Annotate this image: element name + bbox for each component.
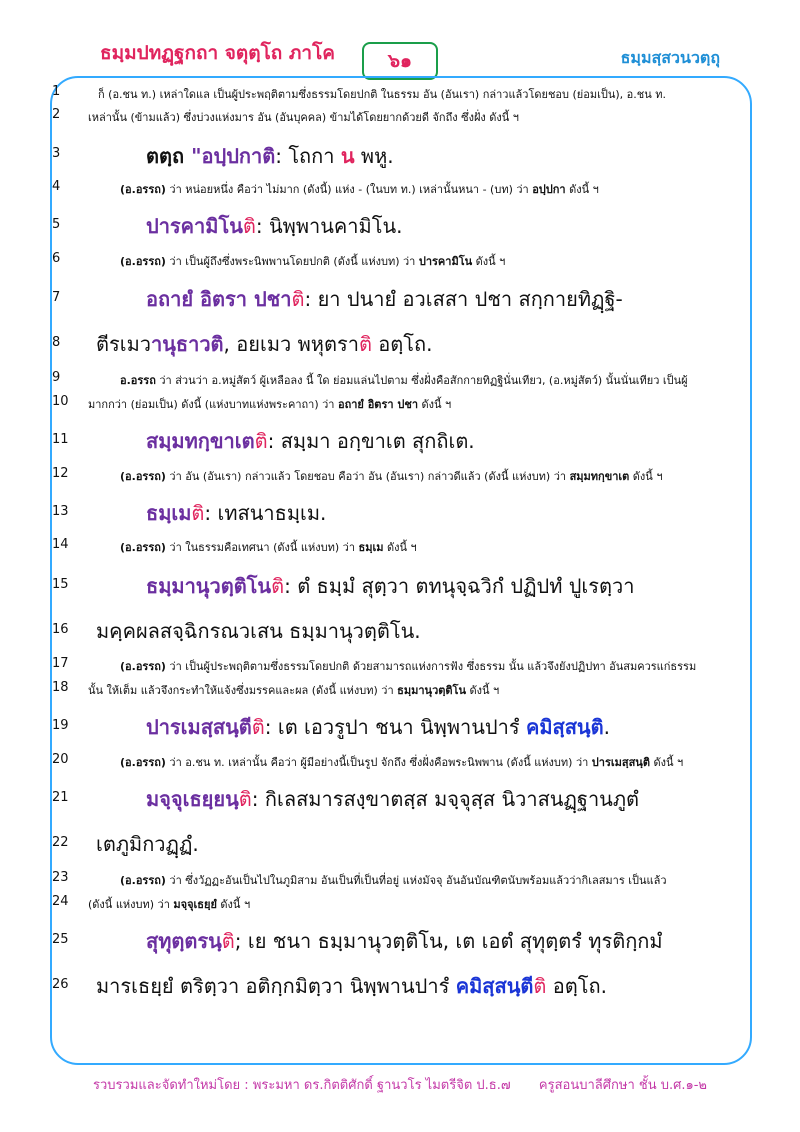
line-number: 2 [52, 107, 61, 122]
line-number: 18 [52, 680, 69, 695]
pali-text: : เต เอวรูปา ชนา นิพฺพานปารํ [264, 715, 526, 739]
pali-ti: ติ [271, 574, 285, 598]
ending: ดังนี้ ฯ [465, 684, 500, 697]
pali-text: : ยา ปนายํ อวเสสา ปชา สกฺกายทิฏฺฐิ- [304, 287, 623, 311]
pali-text: อตฺโถ. [371, 332, 433, 356]
pali-line-7 [146, 283, 623, 315]
translation: ว่า หน่อยหนึ่ง คือว่า ไม่มาก (ดังนี้) แห่ง - (ในบท ท.) เหล่านั้นหนา - (บท) ว่า [165, 183, 533, 196]
pali-keyword: ปารคามิโน [146, 214, 243, 238]
term: ปารเมสฺสนฺติ [591, 756, 650, 769]
line-number: 9 [52, 370, 61, 385]
pali-verb: คมิสฺสนฺติ [525, 715, 604, 739]
label-attha: (อ.อรรถ) [120, 470, 166, 483]
pali-text: : โถกา [275, 144, 341, 168]
translation: ว่า อัน (อันเรา) กล่าวแล้ว โดยชอบ คือว่า อัน (อันเรา) กล่าวดีแล้ว (ดังนี้ แห่งบท) ว่า [165, 470, 570, 483]
line-number: 15 [52, 577, 69, 592]
pali-keyword: "อปฺปกาติ [191, 144, 276, 168]
text-line-1: ก็ (อ.ชน ท.) เหล่าใดแล เป็นผู้ประพฤติตามซึ่งธรรมโดยปกติ ในธรรม อัน (อันเรา) กล่าวแล้วโดยชอบ (ย่อมเป็น), อ.ชน ท. [98, 88, 666, 101]
pali-keyword: มจฺจุเธยฺยนฺ [146, 787, 239, 811]
pali-ti: ติ [221, 929, 235, 953]
term: มจฺจุเธยฺยํ [173, 898, 217, 911]
pali-text: : สมฺมา อกฺขาเต สุกถิเต. [267, 429, 475, 453]
line-number: 25 [52, 932, 69, 947]
text-line-9 [120, 371, 688, 389]
pali-line-22: เตภูมิกวฏฺฏํ. [96, 832, 199, 856]
pali-line-8 [96, 328, 433, 360]
line-number: 3 [52, 146, 61, 161]
footer [0, 1074, 800, 1095]
pali-ti: ติ [191, 501, 205, 525]
pali-negation: น [340, 144, 355, 168]
pali-line-5 [146, 210, 402, 242]
line-number: 10 [52, 394, 69, 409]
pali-text: : เทสนาธมฺเม. [204, 501, 327, 525]
line-number: 8 [52, 335, 61, 350]
line-number: 20 [52, 752, 69, 767]
pali-text: พหู. [354, 144, 394, 168]
term: อปฺปกา [532, 183, 566, 196]
pali-keyword: สุทุตฺตรนฺ [146, 929, 222, 953]
translation: ว่า อ.ชน ท. เหล่านั้น คือว่า ผู้มีอย่างนี้เป็นรูป จักถึง ซึ่งฝั่งคือพระนิพพาน (ดังนี้ แห่งบท) ว่า [165, 756, 592, 769]
text-line-23 [120, 871, 667, 889]
translation: ว่า ส่วนว่า อ.หมู่สัตว์ ผู้เหลือลง นี้ ใด ย่อมแล่นไปตาม ซึ่งฝั่งคือสักกายทิฏฐินั่นเทียว, (อ.หมู่สัตว์) นั้นนั่นเทียว เป็นผู้ [155, 374, 688, 387]
pali-line-25 [146, 925, 663, 957]
pali-keyword: ปารเมสฺสนฺตี [146, 715, 252, 739]
term: สมฺมทกฺขาเต [569, 470, 630, 483]
header-left-title: ธมฺมปทฏฺฐกถา จตุตฺโถ ภาโค [100, 42, 336, 64]
pali-text: : กิเลสมารสงฺขาตสฺส มจฺจุสฺส นิวาสนฏฺฐานภูตํ [251, 787, 640, 811]
pali-line-15 [146, 570, 634, 602]
pali-verb: คมิสฺสนฺตี [455, 974, 534, 998]
label-attha: (อ.อรรถ) [120, 183, 166, 196]
pali-line-26 [96, 970, 607, 1002]
pali-keyword: ธมฺเม [146, 501, 192, 525]
header-right-title: ธมฺมสฺสวนวตฺถุ [620, 48, 720, 67]
translation: นั้น ให้เต็ม แล้วจึงกระทำให้แจ้งซึ่งมรรคและผล (ดังนี้ แห่งบท) ว่า [88, 684, 398, 697]
text-line-18 [88, 681, 499, 699]
pali-ti: ติ [358, 332, 372, 356]
ending: ดังนี้ ฯ [472, 255, 506, 268]
ending: ดังนี้ ฯ [649, 756, 684, 769]
pali-line-3 [146, 140, 394, 172]
pali-keyword: อถายํ อิตรา ปชา [146, 287, 292, 311]
pali-keyword: สมฺมทกฺขาเต [146, 429, 255, 453]
line-number: 13 [52, 504, 69, 519]
line-number: 4 [52, 179, 61, 194]
term: ปารคามิโน [418, 255, 473, 268]
text-line-24 [88, 895, 250, 913]
term: ธมฺมานุวตฺติโน [397, 684, 466, 697]
pali-ti: ติ [238, 787, 252, 811]
pali-ti: ติ [254, 429, 268, 453]
line-number: 14 [52, 537, 69, 552]
text-line-17 [120, 657, 696, 675]
line-number: 5 [52, 217, 61, 232]
translation: ว่า เป็นผู้ประพฤติตามซึ่งธรรมโดยปกติ ด้วยสามารถแห่งการฟัง ซึ่งธรรม นั้น แล้วจึงยังปฏิปทา อันสมควรแก่ธรรม [165, 660, 697, 673]
line-number: 1 [52, 84, 61, 99]
text-line-20 [120, 753, 683, 771]
ending: ดังนี้ ฯ [565, 183, 599, 196]
line-number: 11 [52, 432, 69, 447]
pali-line-16: มคฺคผลสจฺฉิกรณวเสน ธมฺมานุวตฺติโน. [96, 619, 421, 643]
line-number: 23 [52, 870, 69, 885]
translation: ว่า ซึ่งวัฏฏะอันเป็นไปในภูมิสาม อันเป็นที่เป็นที่อยู่ แห่งมัจจุ อันอันบัณฑิตนับพร้อมแล้วว่ากิเลสมาร เป็นแล้ว [165, 874, 667, 887]
pali-text: . [603, 715, 610, 739]
text-line-2: เหล่านั้น (ข้ามแล้ว) ซึ่งบ่วงแห่งมาร อัน (อันบุคคล) ข้ามได้โดยยากด้วยดี จักถึง ซึ่งฝั่ง ดังนี้ ฯ [88, 111, 519, 124]
pali-keyword: านุธาวติ [150, 332, 224, 356]
translation: ว่า ในธรรมคือเทศนา (ดังนี้ แห่งบท) ว่า [165, 541, 359, 554]
pali-text: : นิพฺพานคามิโน. [255, 214, 403, 238]
line-number: 24 [52, 894, 69, 909]
pali-text: อตฺโถ. [546, 974, 607, 998]
translation: มากกว่า (ย่อมเป็น) ดังนี้ (แห่งบาทแห่งพระคาถา) ว่า [88, 398, 338, 411]
label-attha: (อ.อรรถ) [120, 660, 166, 673]
term: ธมฺเม [358, 541, 384, 554]
pali-ti: ติ [533, 974, 547, 998]
footer-credit: รวบรวมและจัดทำใหม่โดย : พระมหา ดร.กิตติศักดิ์ ฐานวโร ไมตรีจิต ป.ธ.๗ [93, 1078, 511, 1093]
page-number: ๖๑ [362, 42, 438, 80]
ending: ดังนี้ ฯ [216, 898, 251, 911]
pali-line-21 [146, 783, 639, 815]
text-line-6 [120, 252, 505, 270]
pali-text: ; เย ชนา ธมฺมานุวตฺติโน, เต เอตํ สุทุตฺตรํ ทุรติกฺกมํ [234, 929, 663, 953]
text-line-12 [120, 467, 663, 485]
line-number: 17 [52, 656, 69, 671]
line-number: 22 [52, 835, 69, 850]
label-attha: (อ.อรรถ) [120, 255, 166, 268]
label-attha: อ.อรรถ [120, 374, 156, 387]
line-number: 19 [52, 718, 69, 733]
label-attha: (อ.อรรถ) [120, 541, 166, 554]
ending: ดังนี้ ฯ [383, 541, 417, 554]
term: อถายํ อิตรา ปชา [337, 398, 418, 411]
pali-word: ตตฺถ [146, 144, 192, 168]
line-number: 26 [52, 977, 69, 992]
text-line-10 [88, 395, 451, 413]
line-number: 21 [52, 790, 69, 805]
text-line-14 [120, 538, 417, 556]
pali-text: มารเธยฺยํ ตริตฺวา อติกฺกมิตฺวา นิพฺพานปารํ [96, 974, 456, 998]
label-attha: (อ.อรรถ) [120, 874, 166, 887]
pali-ti: ติ [251, 715, 265, 739]
translation: (ดังนี้ แห่งบท) ว่า [88, 898, 174, 911]
label-attha: (อ.อรรถ) [120, 756, 166, 769]
ending: ดังนี้ ฯ [629, 470, 663, 483]
pali-text: ตีรเมว [96, 332, 151, 356]
ending: ดังนี้ ฯ [418, 398, 452, 411]
pali-line-11 [146, 425, 475, 457]
line-number: 7 [52, 290, 61, 305]
pali-ti: ติ [242, 214, 256, 238]
pali-line-13 [146, 497, 326, 529]
pali-text: : ตํ ธมฺมํ สุตฺวา ตทนุจฺฉวิกํ ปฏิปทํ ปูเรตฺวา [284, 574, 635, 598]
text-line-4 [120, 180, 599, 198]
pali-text: , อยเมว พหุตรา [223, 332, 359, 356]
pali-ti: ติ [291, 287, 305, 311]
line-number: 6 [52, 251, 61, 266]
footer-role: ครูสอนบาลีศึกษา ชั้น บ.ศ.๑-๒ [538, 1078, 707, 1093]
pali-line-19 [146, 711, 610, 743]
pali-keyword: ธมฺมานุวตฺติโน [146, 574, 272, 598]
line-number: 16 [52, 622, 69, 637]
line-number: 12 [52, 466, 69, 481]
translation: ว่า เป็นผู้ถึงซึ่งพระนิพพานโดยปกติ (ดังนี้ แห่งบท) ว่า [165, 255, 419, 268]
